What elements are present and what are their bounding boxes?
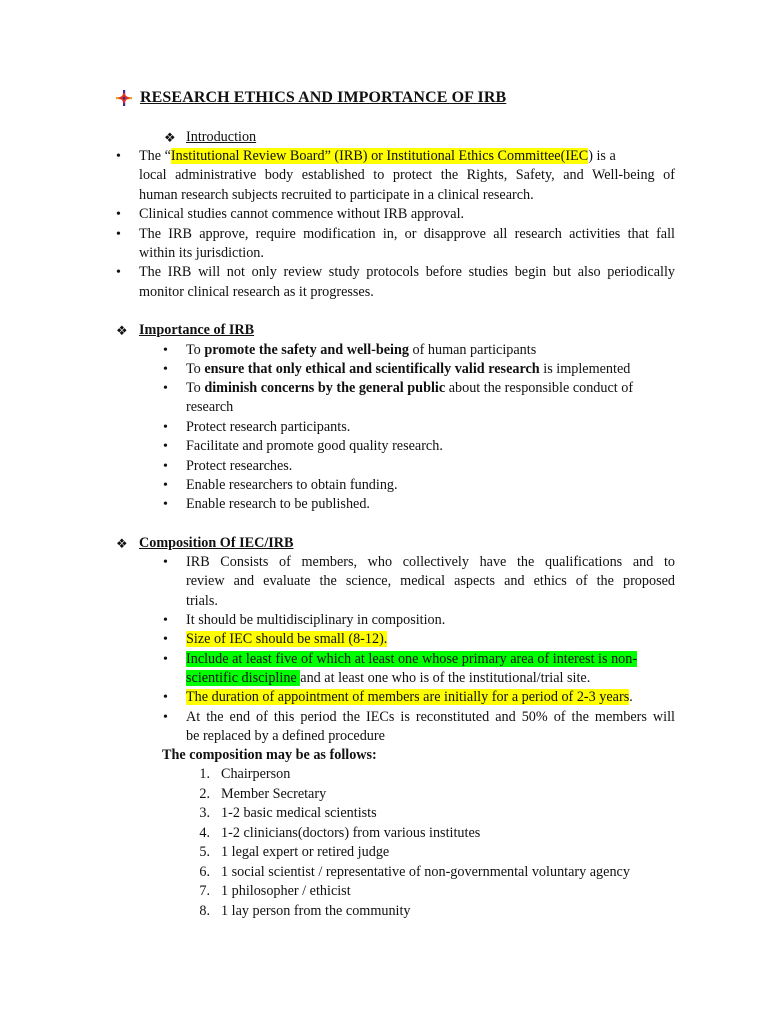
list-item: 1 legal expert or retired judge	[221, 844, 390, 860]
list-number: 7.	[199, 883, 210, 899]
importance-heading: Importance of IRB	[139, 322, 255, 338]
composition-subheading: The composition may be as follows:	[162, 747, 377, 763]
bullet-icon: •	[116, 149, 121, 164]
intro-bullet-1-line3: human research subjects recruited to participate in a clinical research.	[139, 187, 534, 203]
diamond-bullet-icon: ❖	[116, 536, 128, 551]
bullet-icon: •	[163, 690, 168, 705]
importance-item-2: To ensure that only ethical and scientifically valid research is implemented	[186, 361, 631, 377]
list-number: 4.	[199, 824, 210, 841]
bullet-icon: •	[116, 265, 121, 280]
list-item: 1 social scientist / representative of non-governmental voluntary agency	[221, 863, 630, 880]
composition-item-6-line2: be replaced by a defined procedure	[186, 728, 385, 744]
composition-item-3	[186, 630, 387, 650]
importance-item-3-line2: research	[186, 399, 234, 415]
highlight-size: Size of IEC should be small (8-12).	[186, 631, 388, 647]
composition-item-4-line1	[186, 650, 637, 670]
intro-bullet-4-line1: The IRB will not only review study protocols before studies begin but also periodically	[139, 264, 675, 280]
star-bullet-icon	[116, 90, 132, 106]
intro-bullet-3-line1: The IRB approve, require modification in, or disapprove all research activities that fall	[139, 226, 675, 242]
intro-bullet-3-line2: within its jurisdiction.	[139, 245, 264, 261]
bullet-icon: •	[163, 652, 168, 667]
bullet-icon: •	[163, 439, 168, 454]
list-item: 1 philosopher / ethicist	[221, 883, 351, 899]
bullet-icon: •	[163, 478, 168, 493]
bullet-icon: •	[116, 207, 121, 222]
bullet-icon: •	[163, 613, 168, 628]
highlight-duration: The duration of appointment of members are initially for a period of 2-3 years	[186, 689, 630, 705]
importance-item-4: Protect research participants.	[186, 419, 351, 435]
importance-item-6: Protect researches.	[186, 458, 293, 474]
intro-bullet-2: Clinical studies cannot commence without IRB approval.	[139, 206, 465, 222]
list-item: Chairperson	[221, 766, 291, 782]
bullet-icon: •	[163, 459, 168, 474]
composition-item-1-line1: IRB Consists of members, who collectively have the qualifications and to	[186, 554, 675, 570]
highlight-green-1: Include at least five of which at least one whose primary area of interest is non-	[186, 651, 638, 667]
bullet-icon: •	[163, 420, 168, 435]
list-number: 1.	[199, 766, 210, 782]
composition-item-4-line2: scientific discipline and at least one who is of the institutional/trial site.	[186, 670, 591, 686]
diamond-bullet-icon: ❖	[116, 323, 128, 338]
composition-item-1-line3: trials.	[186, 593, 218, 609]
list-item: 1 lay person from the community	[221, 902, 411, 919]
highlight-irb: Institutional Review Board” (IRB) or Institutional Ethics Committee(IEC	[170, 148, 589, 164]
intro-bullet-1-line1: The “Institutional Review Board” (IRB) or Institutional Ethics Committee(IEC) is a	[139, 148, 616, 164]
composition-heading: Composition Of IEC/IRB	[139, 535, 294, 551]
bullet-icon: •	[163, 343, 168, 358]
bullet-icon: •	[163, 497, 168, 512]
importance-item-1: To promote the safety and well-being of human participants	[186, 342, 537, 358]
importance-item-3-line1: To diminish concerns by the general public about the responsible conduct of	[186, 380, 634, 396]
intro-heading: Introduction	[186, 129, 257, 145]
intro-bullet-1-line2: local administrative body established to protect the Rights, Safety, and Well-being of	[139, 167, 675, 183]
bullet-icon: •	[163, 710, 168, 725]
list-number: 3.	[199, 805, 210, 821]
importance-item-5: Facilitate and promote good quality research.	[186, 438, 443, 454]
list-number: 5.	[199, 844, 210, 860]
composition-item-6-line1: At the end of this period the IECs is reconstituted and 50% of the members will	[186, 709, 675, 725]
bullet-icon: •	[163, 381, 168, 396]
diamond-bullet-icon: ❖	[164, 130, 176, 145]
intro-bullet-4-line2: monitor clinical research as it progresses.	[139, 284, 374, 300]
bullet-icon: •	[163, 555, 168, 570]
bullet-icon: •	[163, 362, 168, 377]
composition-item-2: It should be multidisciplinary in composition.	[186, 612, 446, 628]
bullet-icon: •	[116, 227, 121, 242]
bullet-icon: •	[163, 632, 168, 647]
importance-item-7: Enable researchers to obtain funding.	[186, 477, 398, 493]
importance-item-8: Enable research to be published.	[186, 496, 370, 512]
list-item: 1-2 basic medical scientists	[221, 805, 377, 821]
list-number: 8.	[199, 902, 210, 919]
title-row	[116, 88, 506, 108]
highlight-green-2: scientific discipline	[186, 670, 301, 686]
list-number: 6.	[199, 863, 210, 880]
list-item: Member Secretary	[221, 785, 327, 802]
composition-item-5: The duration of appointment of members are initially for a period of 2-3 years.	[186, 689, 633, 705]
page-title: RESEARCH ETHICS AND IMPORTANCE OF IRB	[140, 89, 507, 106]
list-item: 1-2 clinicians(doctors) from various institutes	[221, 824, 481, 841]
composition-item-1-line2: review and evaluate the science, medical aspects and ethics of the proposed	[186, 573, 675, 589]
list-number: 2.	[199, 785, 210, 802]
